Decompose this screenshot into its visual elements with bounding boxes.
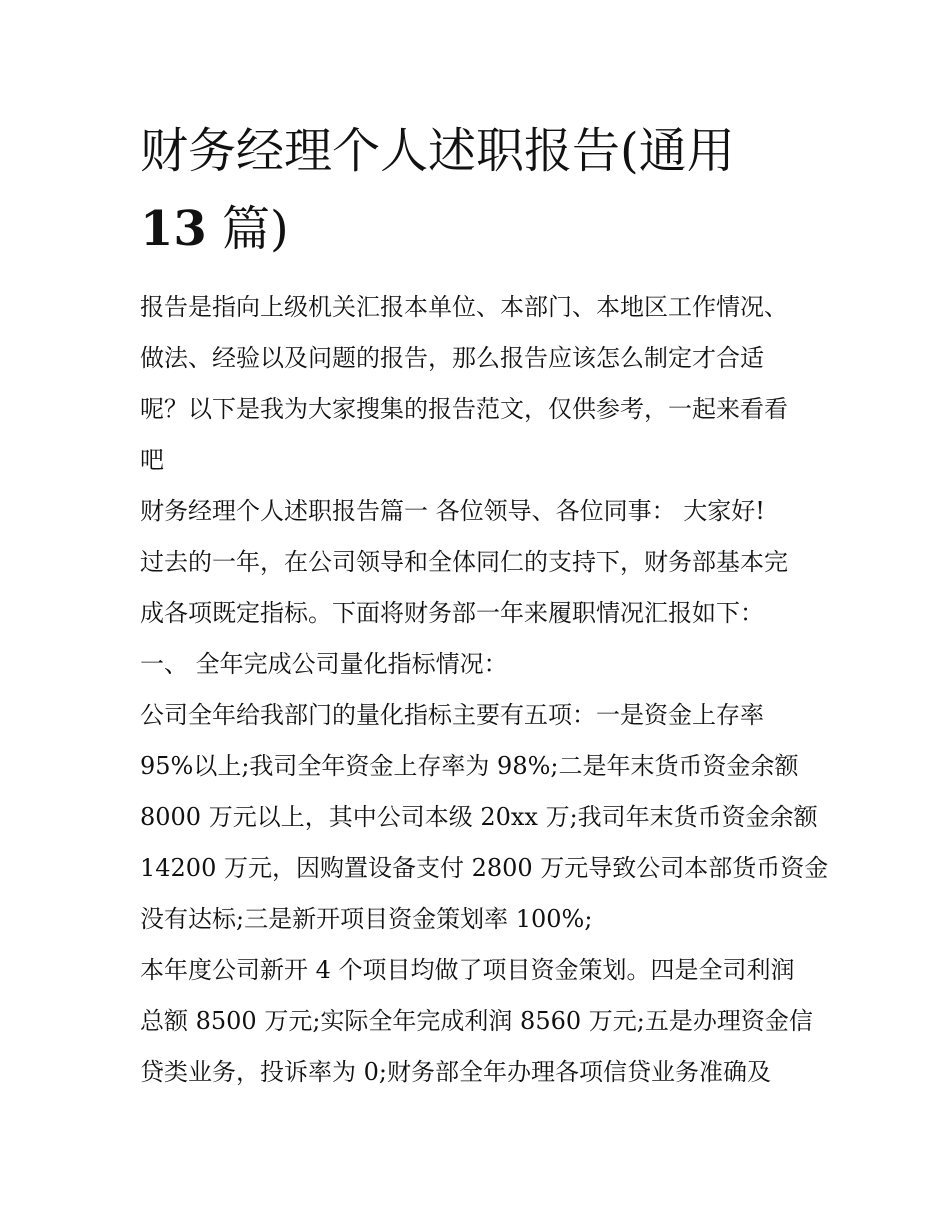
document-content xyxy=(140,112,829,1098)
title-number: 13 xyxy=(140,201,207,257)
title-line-1: 财务经理个人述职报告(通用 xyxy=(140,123,735,179)
text-line: 公司全年给我部门的量化指标主要有五项：一是资金上存率 xyxy=(140,701,764,729)
document-body xyxy=(140,282,829,1098)
text-line: 95%以上;我司全年资金上存率为 98%;二是年末货币资金余额 xyxy=(140,752,799,780)
document-title xyxy=(140,112,815,268)
text-line: 过去的一年，在公司领导和全体同仁的支持下，财务部基本完 xyxy=(140,548,788,576)
paragraph-indicators xyxy=(140,690,829,945)
text-line: 贷类业务，投诉率为 0;财务部全年办理各项信贷业务准确及 xyxy=(140,1058,771,1086)
text-line: 14200 万元，因购置设备支付 2800 万元导致公司本部货币资金 xyxy=(140,854,829,882)
text-line: 8000 万元以上，其中公司本级 20xx 万;我司年末货币资金余额 xyxy=(140,803,818,831)
text-line: 总额 8500 万元;实际全年完成利润 8560 万元;五是办理资金信 xyxy=(140,1007,813,1035)
paragraph-greeting xyxy=(140,486,815,639)
text-line: 本年度公司新开 4 个项目均做了项目资金策划。四是全司利润 xyxy=(140,956,795,984)
paragraph-projects xyxy=(140,945,815,1098)
text-line: 报告是指向上级机关汇报本单位、本部门、本地区工作情况、 xyxy=(140,293,788,321)
text-line: 呢？以下是我为大家搜集的报告范文，仅供参考，一起来看看 xyxy=(140,395,788,423)
paragraph-intro xyxy=(140,282,815,486)
text-line: 没有达标;三是新开项目资金策划率 100%; xyxy=(140,905,593,933)
text-line: 财务经理个人述职报告篇一 各位领导、各位同事： 大家好! xyxy=(140,497,765,525)
title-tail: 篇) xyxy=(206,201,289,257)
text-line: 成各项既定指标。下面将财务部一年来履职情况汇报如下： xyxy=(140,599,764,627)
title-line-2 xyxy=(140,190,815,268)
text-line: 一、 全年完成公司量化指标情况： xyxy=(140,650,508,678)
text-line: 吧 xyxy=(140,446,164,474)
text-line: 做法、经验以及问题的报告，那么报告应该怎么制定才合适 xyxy=(140,344,764,372)
section-heading-1 xyxy=(140,639,815,690)
